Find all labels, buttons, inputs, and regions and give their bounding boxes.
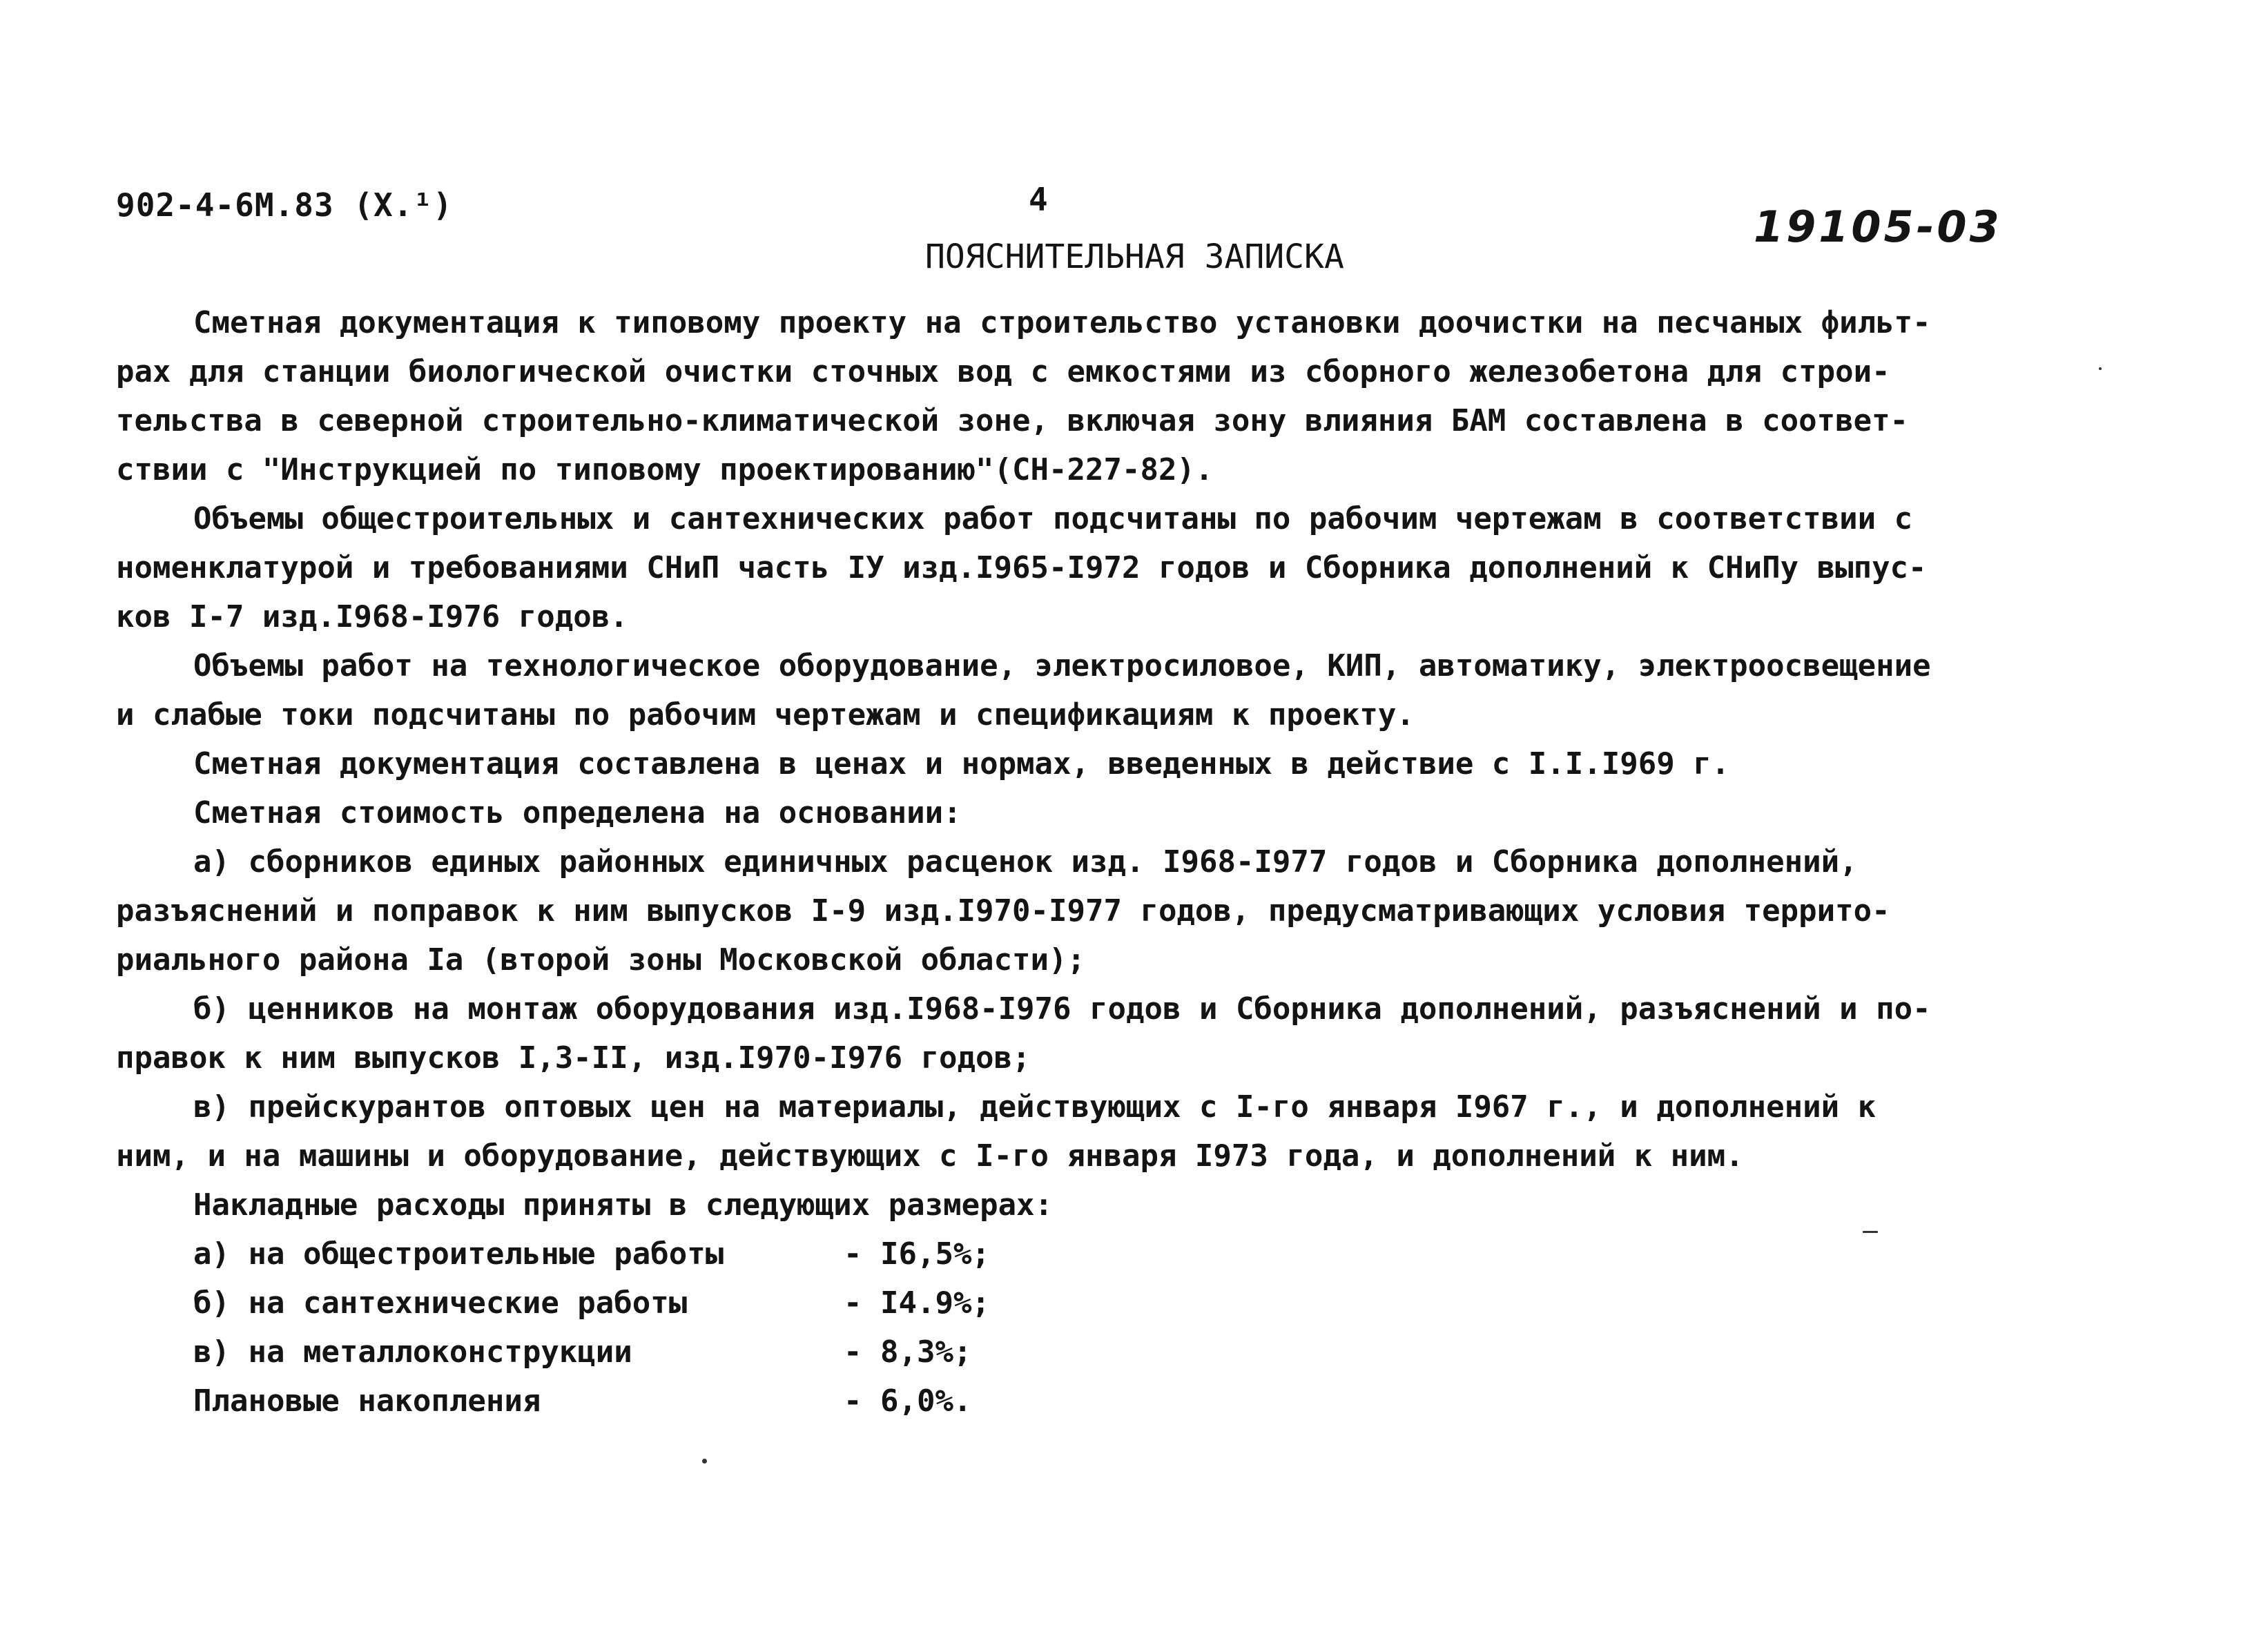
text-line: б) ценников на монтаж оборудования изд.I968-I976 годов и Сборника дополнений, разъяснений и по- <box>193 991 1931 1027</box>
rate-row <box>116 1377 2070 1426</box>
rate-value: - I4.9%; <box>844 1285 990 1321</box>
rate-value: - 6,0%. <box>844 1383 972 1419</box>
text-line: правок к ним выпусков I,3-II, изд.I970-I976 годов; <box>116 1040 1031 1076</box>
text-line: разъяснений и поправок к ним выпусков I-9 изд.I970-I977 годов, предусматривающих условия террито- <box>116 893 1890 929</box>
page-number: 4 <box>1029 181 1048 218</box>
rate-value: - I6,5%; <box>844 1236 990 1272</box>
explanatory-note-body <box>116 298 2070 1426</box>
text-line: а) сборников единых районных единичных расценок изд. I968-I977 годов и Сборника дополнений, <box>193 844 1858 880</box>
scan-speck <box>1863 1231 1878 1233</box>
document-code: 902-4-6М.83 (X.¹) <box>116 186 453 224</box>
rate-row <box>116 1328 2070 1377</box>
text-line: ствии с "Инструкцией по типовому проектированию"(СН-227-82). <box>116 452 1214 487</box>
text-line: Накладные расходы приняты в следующих размерах: <box>193 1187 1054 1223</box>
stamp-number: 19105-03 <box>1754 202 2002 252</box>
text-line: Объемы общестроительных и сантехнических работ подсчитаны по рабочим чертежам в соответствии с <box>193 501 1913 536</box>
text-line: рах для станции биологической очистки сточных вод с емкостями из сборного железобетона для строи- <box>116 354 1890 389</box>
scan-speck <box>2099 367 2102 370</box>
rate-label: в) на металлоконструкции <box>193 1334 632 1370</box>
text-line: риального района Iа (второй зоны Московской области); <box>116 942 1085 978</box>
rate-row <box>116 1230 2070 1279</box>
text-line: Сметная стоимость определена на основании: <box>193 795 962 830</box>
scan-speck <box>702 1459 707 1464</box>
document-title: ПОЯСНИТЕЛЬНАЯ ЗАПИСКА <box>925 237 1344 276</box>
text-line: и слабые токи подсчитаны по рабочим чертежам и спецификациям к проекту. <box>116 697 1415 732</box>
rate-label: б) на сантехнические работы <box>193 1285 688 1321</box>
overhead-rates-list <box>116 1230 2070 1426</box>
text-line: Объемы работ на технологическое оборудование, электросиловое, КИП, автоматику, электроосвещение <box>193 648 1931 683</box>
text-line: номенклатурой и требованиями СНиП часть IУ изд.I965-I972 годов и Сборника дополнений к СНиПу выпус- <box>116 550 1927 585</box>
text-line: тельства в северной строительно-климатической зоне, включая зону влияния БАМ составлена в соответ- <box>116 403 1909 438</box>
rate-label: Плановые накопления <box>193 1383 541 1419</box>
rate-label: а) на общестроительные работы <box>193 1236 724 1272</box>
text-line: в) прейскурантов оптовых цен на материалы, действующих с I-го января I967 г., и дополнений к <box>193 1089 1876 1125</box>
text-line: ним, и на машины и оборудование, действующих с I-го января I973 года, и дополнений к ним. <box>116 1138 1744 1174</box>
rate-row <box>116 1279 2070 1328</box>
rate-value: - 8,3%; <box>844 1334 972 1370</box>
text-line: Сметная документация к типовому проекту на строительство установки доочистки на песчаных фильт- <box>193 305 1931 340</box>
text-line: ков I-7 изд.I968-I976 годов. <box>116 599 628 634</box>
text-lines <box>116 298 2070 1230</box>
text-line: Сметная документация составлена в ценах и нормах, введенных в действие с I.I.I969 г. <box>193 746 1730 781</box>
